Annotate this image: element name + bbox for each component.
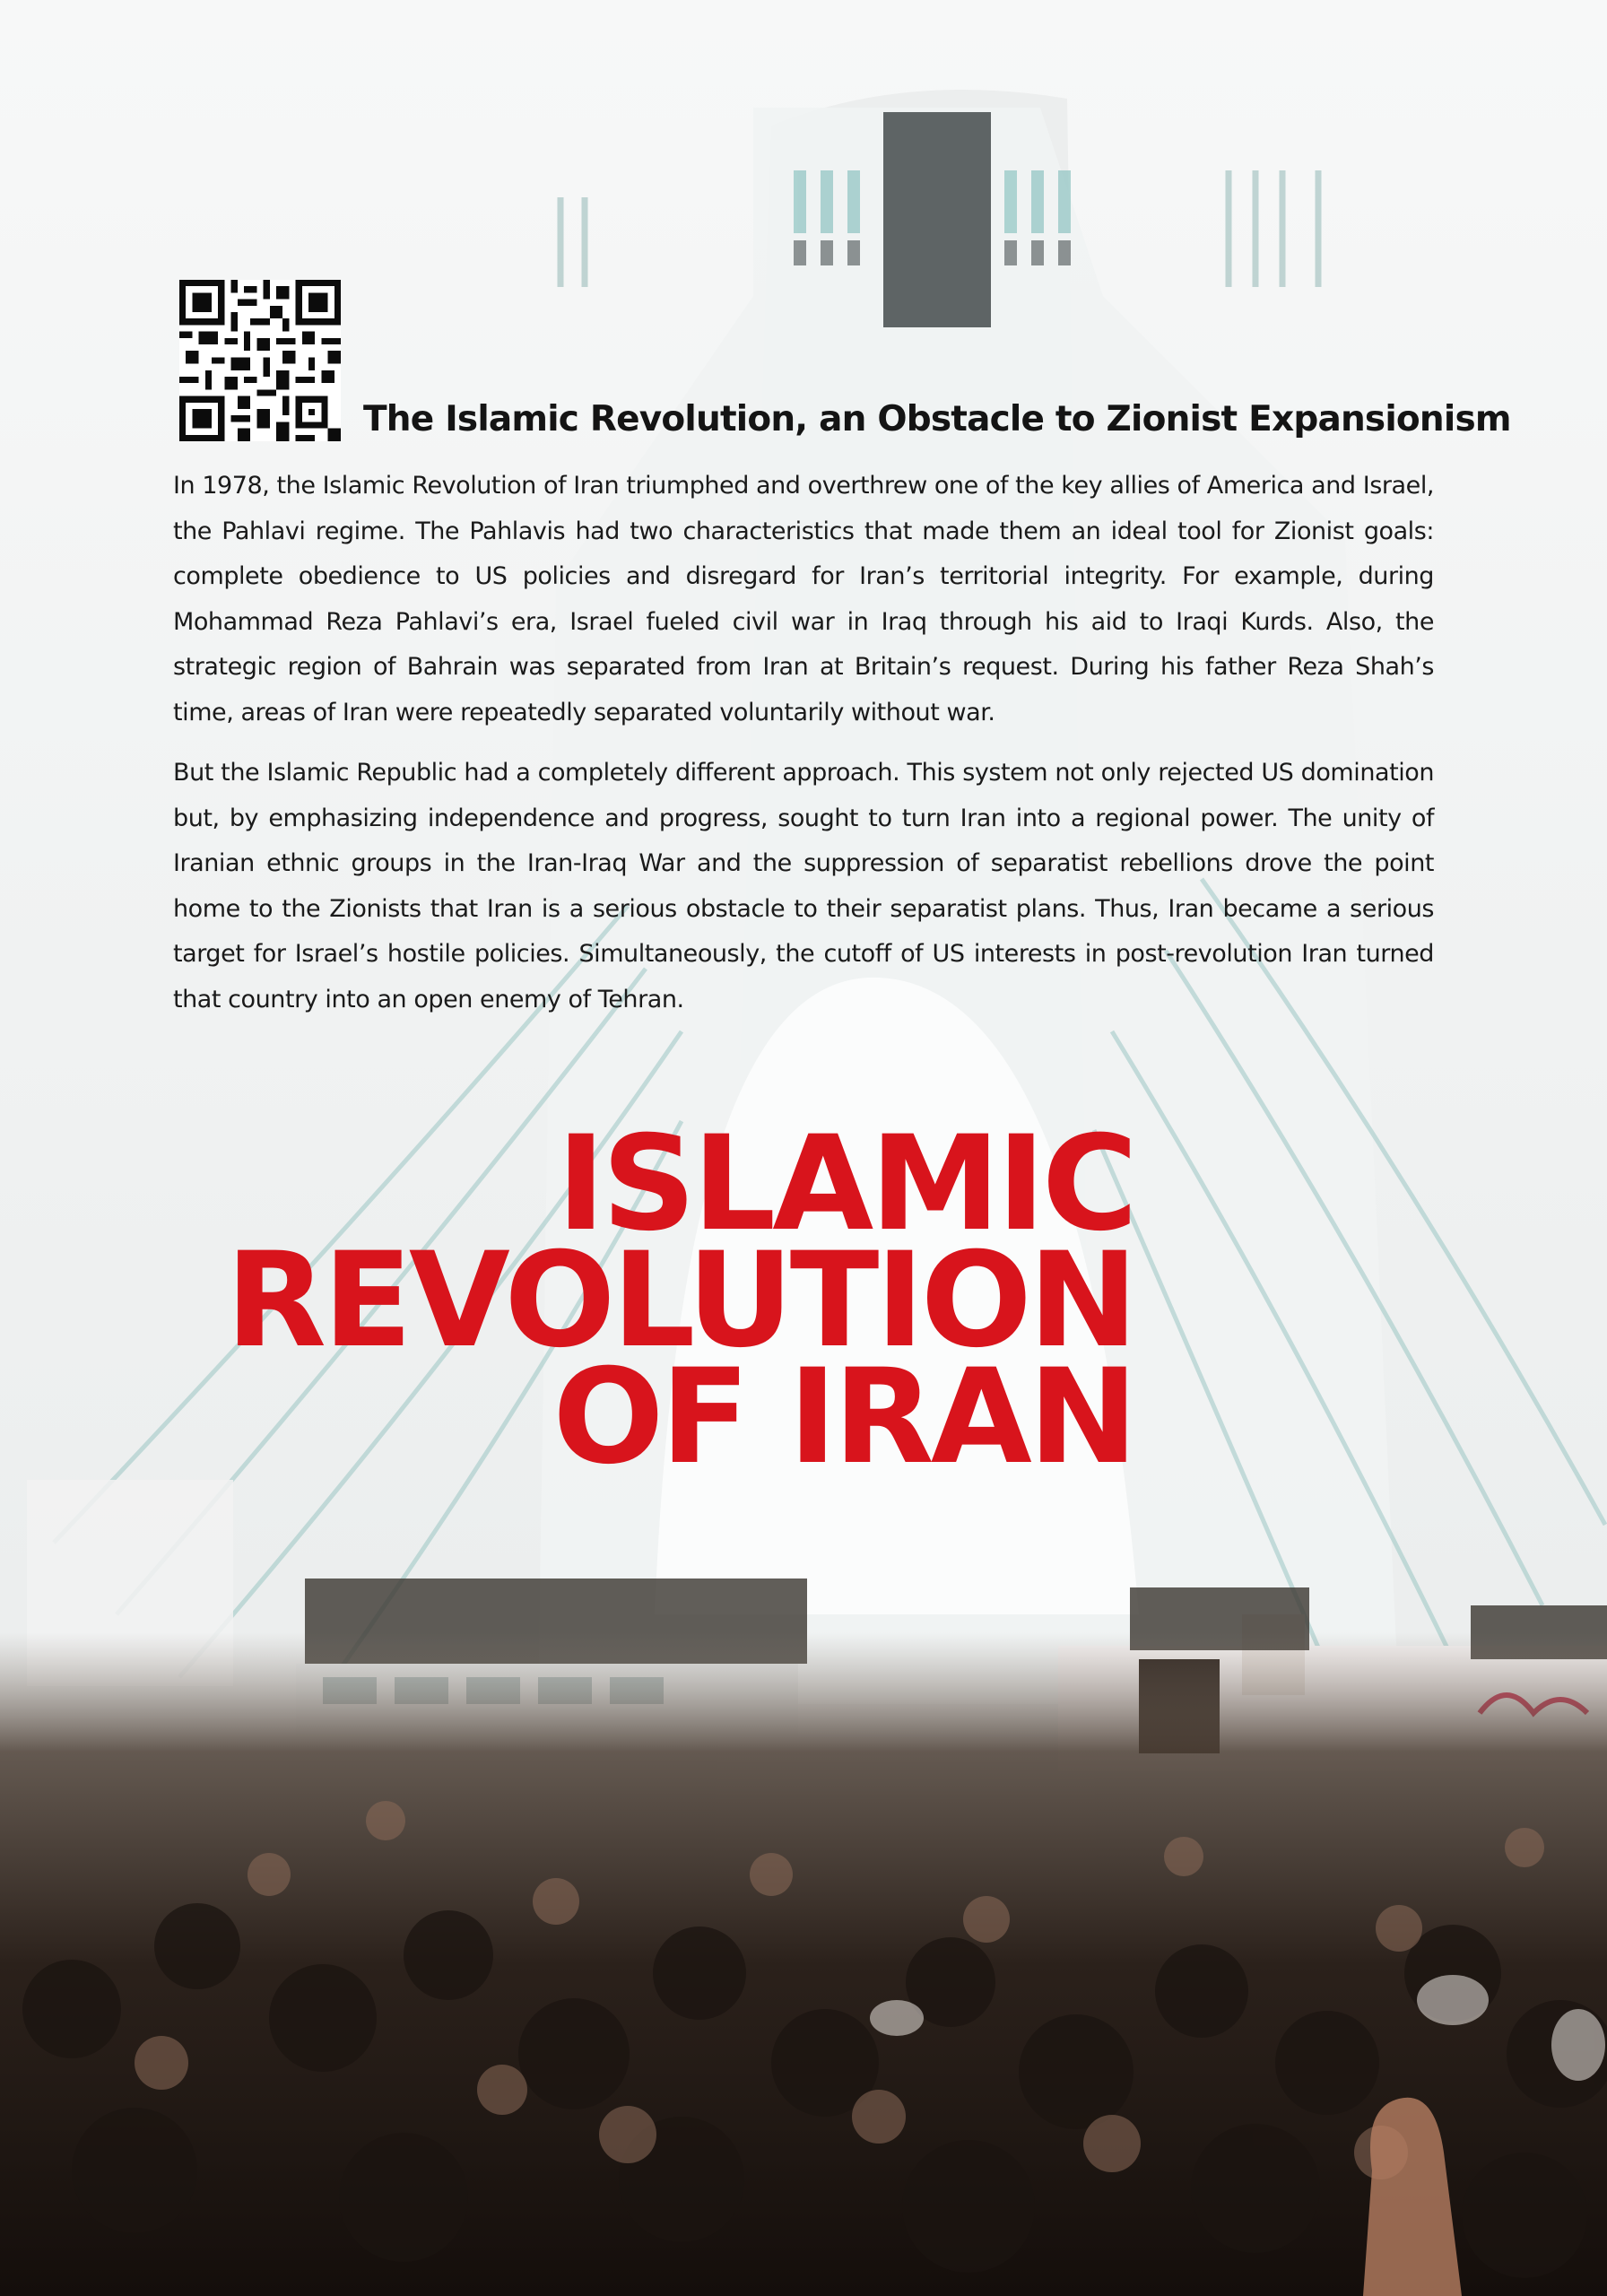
poster-title (170, 1108, 1134, 1493)
article-paragraph: In 1978, the Islamic Revolution of Iran triumphed and overthrew one of the key allies of America and Israel, the Pahlavi regime. The Pahlavis had two characteristics that made them an ideal tool for Zionist goals: complete obedience to US policies and disregard for Iran’s territorial integrity. For example, during Mohammad Reza Pahlavi’s era, Israel fueled civil war in Iraq through his aid to Iraqi Kurds. Also, the strategic region of Bahrain was separated from Iran at Britain’s request. During his father Reza Shah’s time, areas of Iran were repeatedly separated voluntarily without war. (173, 472, 1434, 726)
title-line: REVOLUTION (225, 1224, 1134, 1377)
title-line: OF IRAN (552, 1341, 1134, 1493)
qr-code-icon[interactable] (179, 280, 341, 441)
title-line: ISLAMIC (556, 1108, 1134, 1260)
article-body (173, 464, 1434, 1038)
article-paragraph: But the Islamic Republic had a completely different approach. This system not only rejected US domination but, by emphasizing independence and progress, sought to turn Iran into a regional power. The unity of Iranian ethnic groups in the Iran-Iraq War and the suppression of separatist rebellions drove the point home to the Zionists that Iran is a serious obstacle to their separatist plans. Thus, Iran became a serious target for Israel’s hostile policies. Simultaneously, the cutoff of US interests in post-revolution Iran turned that country into an open enemy of Tehran. (173, 759, 1434, 1013)
article-heading: The Islamic Revolution, an Obstacle to Zionist Expansionism (363, 399, 1511, 439)
